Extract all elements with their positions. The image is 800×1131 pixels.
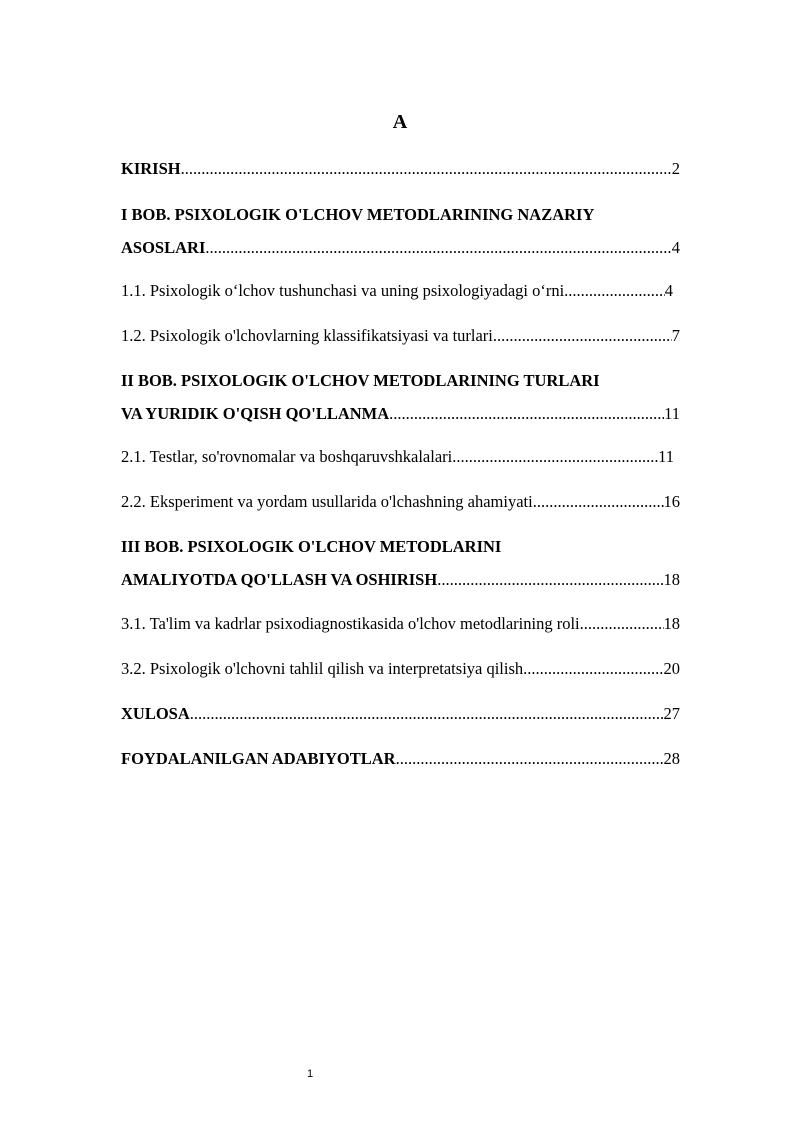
toc-entry-title: ASOSLARI [121,238,206,257]
toc-entry-title-line1: II BOB. PSIXOLOGIK O'LCHOV METODLARINING TURLARI [121,371,600,390]
toc-entry-3-1[interactable] [121,607,680,640]
dot-leader [437,563,663,596]
toc-entry-xulosa[interactable] [121,697,680,730]
toc-entry-page: 2 [671,159,680,178]
toc-entry-title: 2.2. Eksperiment va yordam usullarida o'lchashning ahamiyati [121,492,533,511]
toc-entry-chapter-1[interactable] [121,198,680,264]
toc-entry-1-1[interactable] [121,274,680,307]
toc-entry-page: 11 [658,447,674,466]
toc-entry-page: 4 [671,238,680,257]
toc-entry-title: 3.1. Ta'lim va kadrlar psixodiagnostikasida o'lchov metodlarining roli [121,614,580,633]
toc-entry-2-2[interactable] [121,485,680,518]
toc-entry-title: XULOSA [121,704,190,723]
toc-entry-page: 11 [664,404,680,423]
dot-leader [396,742,664,775]
toc-entry-title-line1: I BOB. PSIXOLOGIK O'LCHOV METODLARINING NAZARIY [121,205,595,224]
toc-entry-page: 7 [671,326,680,345]
toc-entry-title: 3.2. Psixologik o'lchovni tahlil qilish va interpretatsiya qilish [121,659,524,678]
toc-entry-title: 1.1. Psixologik o‘lchov tushunchasi va uning psixologiyadagi o‘rni [121,281,565,300]
toc-entry-references[interactable] [121,742,680,775]
toc-entry-page: 18 [663,570,680,589]
dot-leader [389,397,664,430]
toc-entry-page: 18 [663,614,680,633]
toc-entry-kirish[interactable] [121,152,680,185]
toc-entry-page: 27 [663,704,680,723]
toc-entry-title: 1.2. Psixologik o'lchovlarning klassifikatsiyasi va turlari [121,326,493,345]
toc-entry-page: 20 [663,659,680,678]
toc-entry-title-line1: III BOB. PSIXOLOGIK O'LCHOV METODLARINI [121,537,502,556]
toc-entry-title: VA YURIDIK O'QISH QO'LLANMA [121,404,390,423]
dot-leader [181,152,672,185]
page-title: A [392,111,408,133]
dot-leader [564,274,665,307]
toc-entry-page: 16 [663,492,680,511]
toc-entry-title: 2.1. Testlar, so'rovnomalar va boshqaruvshkalalari [121,447,453,466]
dot-leader [452,440,658,473]
toc-entry-page: 28 [663,749,680,768]
toc-entry-title: AMALIYOTDA QO'LLASH VA OSHIRISH [121,570,438,589]
toc-entry-chapter-3[interactable] [121,530,680,596]
toc-entry-title: FOYDALANILGAN ADABIYOTLAR [121,749,396,768]
toc-entry-3-2[interactable] [121,652,680,685]
dot-leader [580,607,664,640]
dot-leader [533,485,664,518]
toc-entry-1-2[interactable] [121,319,680,352]
toc-entry-page: 4 [664,281,673,300]
dot-leader [190,697,664,730]
dot-leader [205,231,671,264]
dot-leader [523,652,663,685]
dot-leader [493,319,672,352]
toc-entry-title: KIRISH [121,159,181,178]
page-number: 1 [306,1068,314,1080]
toc-entry-2-1[interactable] [121,440,680,473]
toc-entry-chapter-2[interactable] [121,364,680,430]
